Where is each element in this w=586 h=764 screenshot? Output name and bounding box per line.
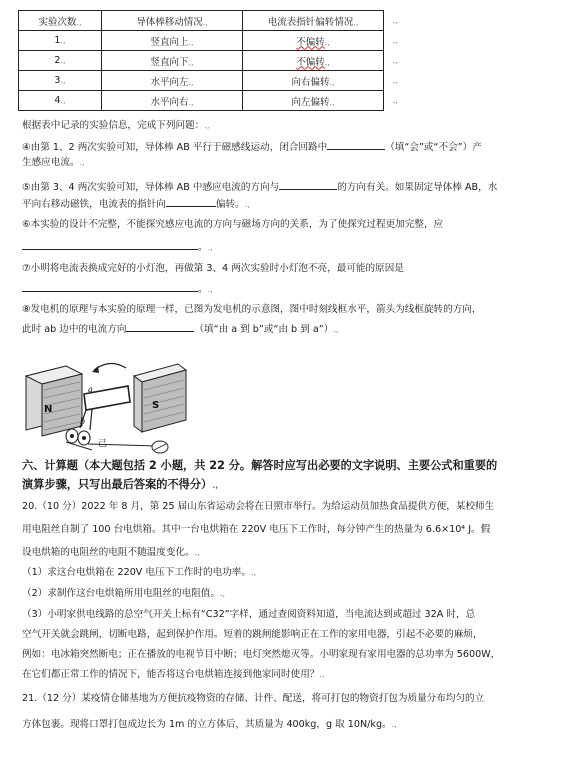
question-5-cont: 平向右移动磁铁，电流表的指针向 偏转。., [22,196,562,211]
table-cell: 向右偏转., [243,71,384,91]
problem-20-sub-1: （1）求这台电烘箱在 220V 电压下工作时的电功率。., [22,567,257,578]
question-7-cont: 。., [22,281,562,296]
row-end-mark: ., [392,36,398,45]
table-header-row [19,11,407,31]
question-7: ⑦小明将电流表换成完好的小灯泡，再做第 3、4 两次实验时小灯泡不亮，最可能的原因是 [22,263,404,274]
row-end-mark: ., [392,56,398,65]
question-8: ⑧发电机的原理与本实验的原理一样，已图为发电机的示意图，图中时刻线框水平，箭头为线框旋转的方向， [22,304,482,315]
section-heading: 六、计算题（本大题包括 2 小题，共 22 分。解答时应写出必要的文字说明、主要公式和重要的 [22,459,498,472]
table-cell: 不偏转., [243,51,384,71]
problem-20-text: 用电阻丝自制了 100 台电烘箱。其中一台电烘箱在 220V 电压下工作时，每分钟产生的热量为 6.6×10⁴ J。假 [22,524,491,535]
table-cell: 竖直向上., [102,31,243,51]
problem-20-sub-3: 空气开关就会跳闸，切断电路，起到保护作用。短着的跳闸能影响正在工作的家用电器，引起不必要的麻烦， [22,629,483,640]
row-end-mark: ., [392,96,398,105]
problem-20-text: 设电烘箱的电阻丝的电阻不随温度变化。., [22,547,200,558]
question-6-cont: 。., [22,239,562,254]
problem-20-sub-3: 在它们都正常工作的情况下，能否将这台电烘箱连接到他家同时使用？., [22,669,325,680]
table-cell: 不偏转., [243,31,384,51]
questions-intro: 根据表中记录的实验信息，完成下列问题：., [22,120,210,131]
label-n: N [44,404,53,415]
table-cell: 竖直向下., [102,51,243,71]
question-6: ⑥本实验的设计不完整，不能探究感应电流的方向与磁场方向的关系，为了使探究过程更加完整，应 [22,219,444,230]
figure-caption: 己 [98,439,108,449]
table-cell: 向左偏转., [243,91,384,111]
problem-20-sub-3: （3）小明家供电线路的总空气开关上标有“C32”字样，通过查阅资料知道，当电流达到或超过 32A 时，总 [22,609,476,620]
problem-21-text: 21.（12 分）某疫情仓储基地为方便抗疫物资的存储、计件、配送，将可打包的物资打包为质量分布均匀的立 [22,693,485,704]
question-4: ④由第 1、2 两次实验可知，导体棒 AB 平行于磁感线运动，闭合回路中 （填“会”或“不会”）产 [22,139,562,154]
row-end-mark: ., [392,16,398,25]
table-cell: 3., [19,71,102,91]
table-row [19,91,407,111]
question-4-cont: 生感应电流。., [22,157,85,168]
row-end-mark: ., [392,76,398,85]
problem-21-text: 方体包裹。现将口罩打包成边长为 1m 的立方体后，其质量为 400kg，g 取 10N/kg。., [22,719,397,730]
table-cell: 1., [19,31,102,51]
table-header-cell: 电流表指针偏转情况., [243,11,384,31]
label-a: a [88,385,93,394]
table-cell: 4., [19,91,102,111]
experiment-table [18,10,407,111]
table-header-cell: 导体棒移动情况., [102,11,243,31]
problem-20-text: 20.（10 分）2022 年 8 月，第 25 届山东省运动会将在日照市举行。为给运动员加热食品提供方便，某校师生 [22,501,495,512]
section-heading-cont: 演算步骤，只写出最后答案的不得分）., [22,478,219,491]
label-b: b [80,417,86,426]
problem-20-sub-3: 例如：电冰箱突然断电；正在播放的电视节目中断；电灯突然熄灭等。小明家现有家用电器的总功率为 5600W， [22,649,501,660]
table-row [19,51,407,71]
question-8-cont: 此时 ab 边中的电流方向 （填“由 a 到 b”或“由 b 到 a”）., [22,321,562,336]
table-cell: 2., [19,51,102,71]
table-cell: 水平向左., [102,71,243,91]
question-5: ⑤由第 3、4 两次实验可知，导体棒 AB 中感应电流的方向与 的方向有关。如果固定导体棒 AB，水 [22,179,562,194]
table-row [19,31,407,51]
table-cell: 水平向右., [102,91,243,111]
label-s: S [152,400,160,411]
table-header-cell: 实验次数., [19,11,102,31]
problem-20-sub-2: （2）求制作这台电烘箱所用电阻丝的电阻值。., [22,588,226,599]
table-row [19,71,407,91]
